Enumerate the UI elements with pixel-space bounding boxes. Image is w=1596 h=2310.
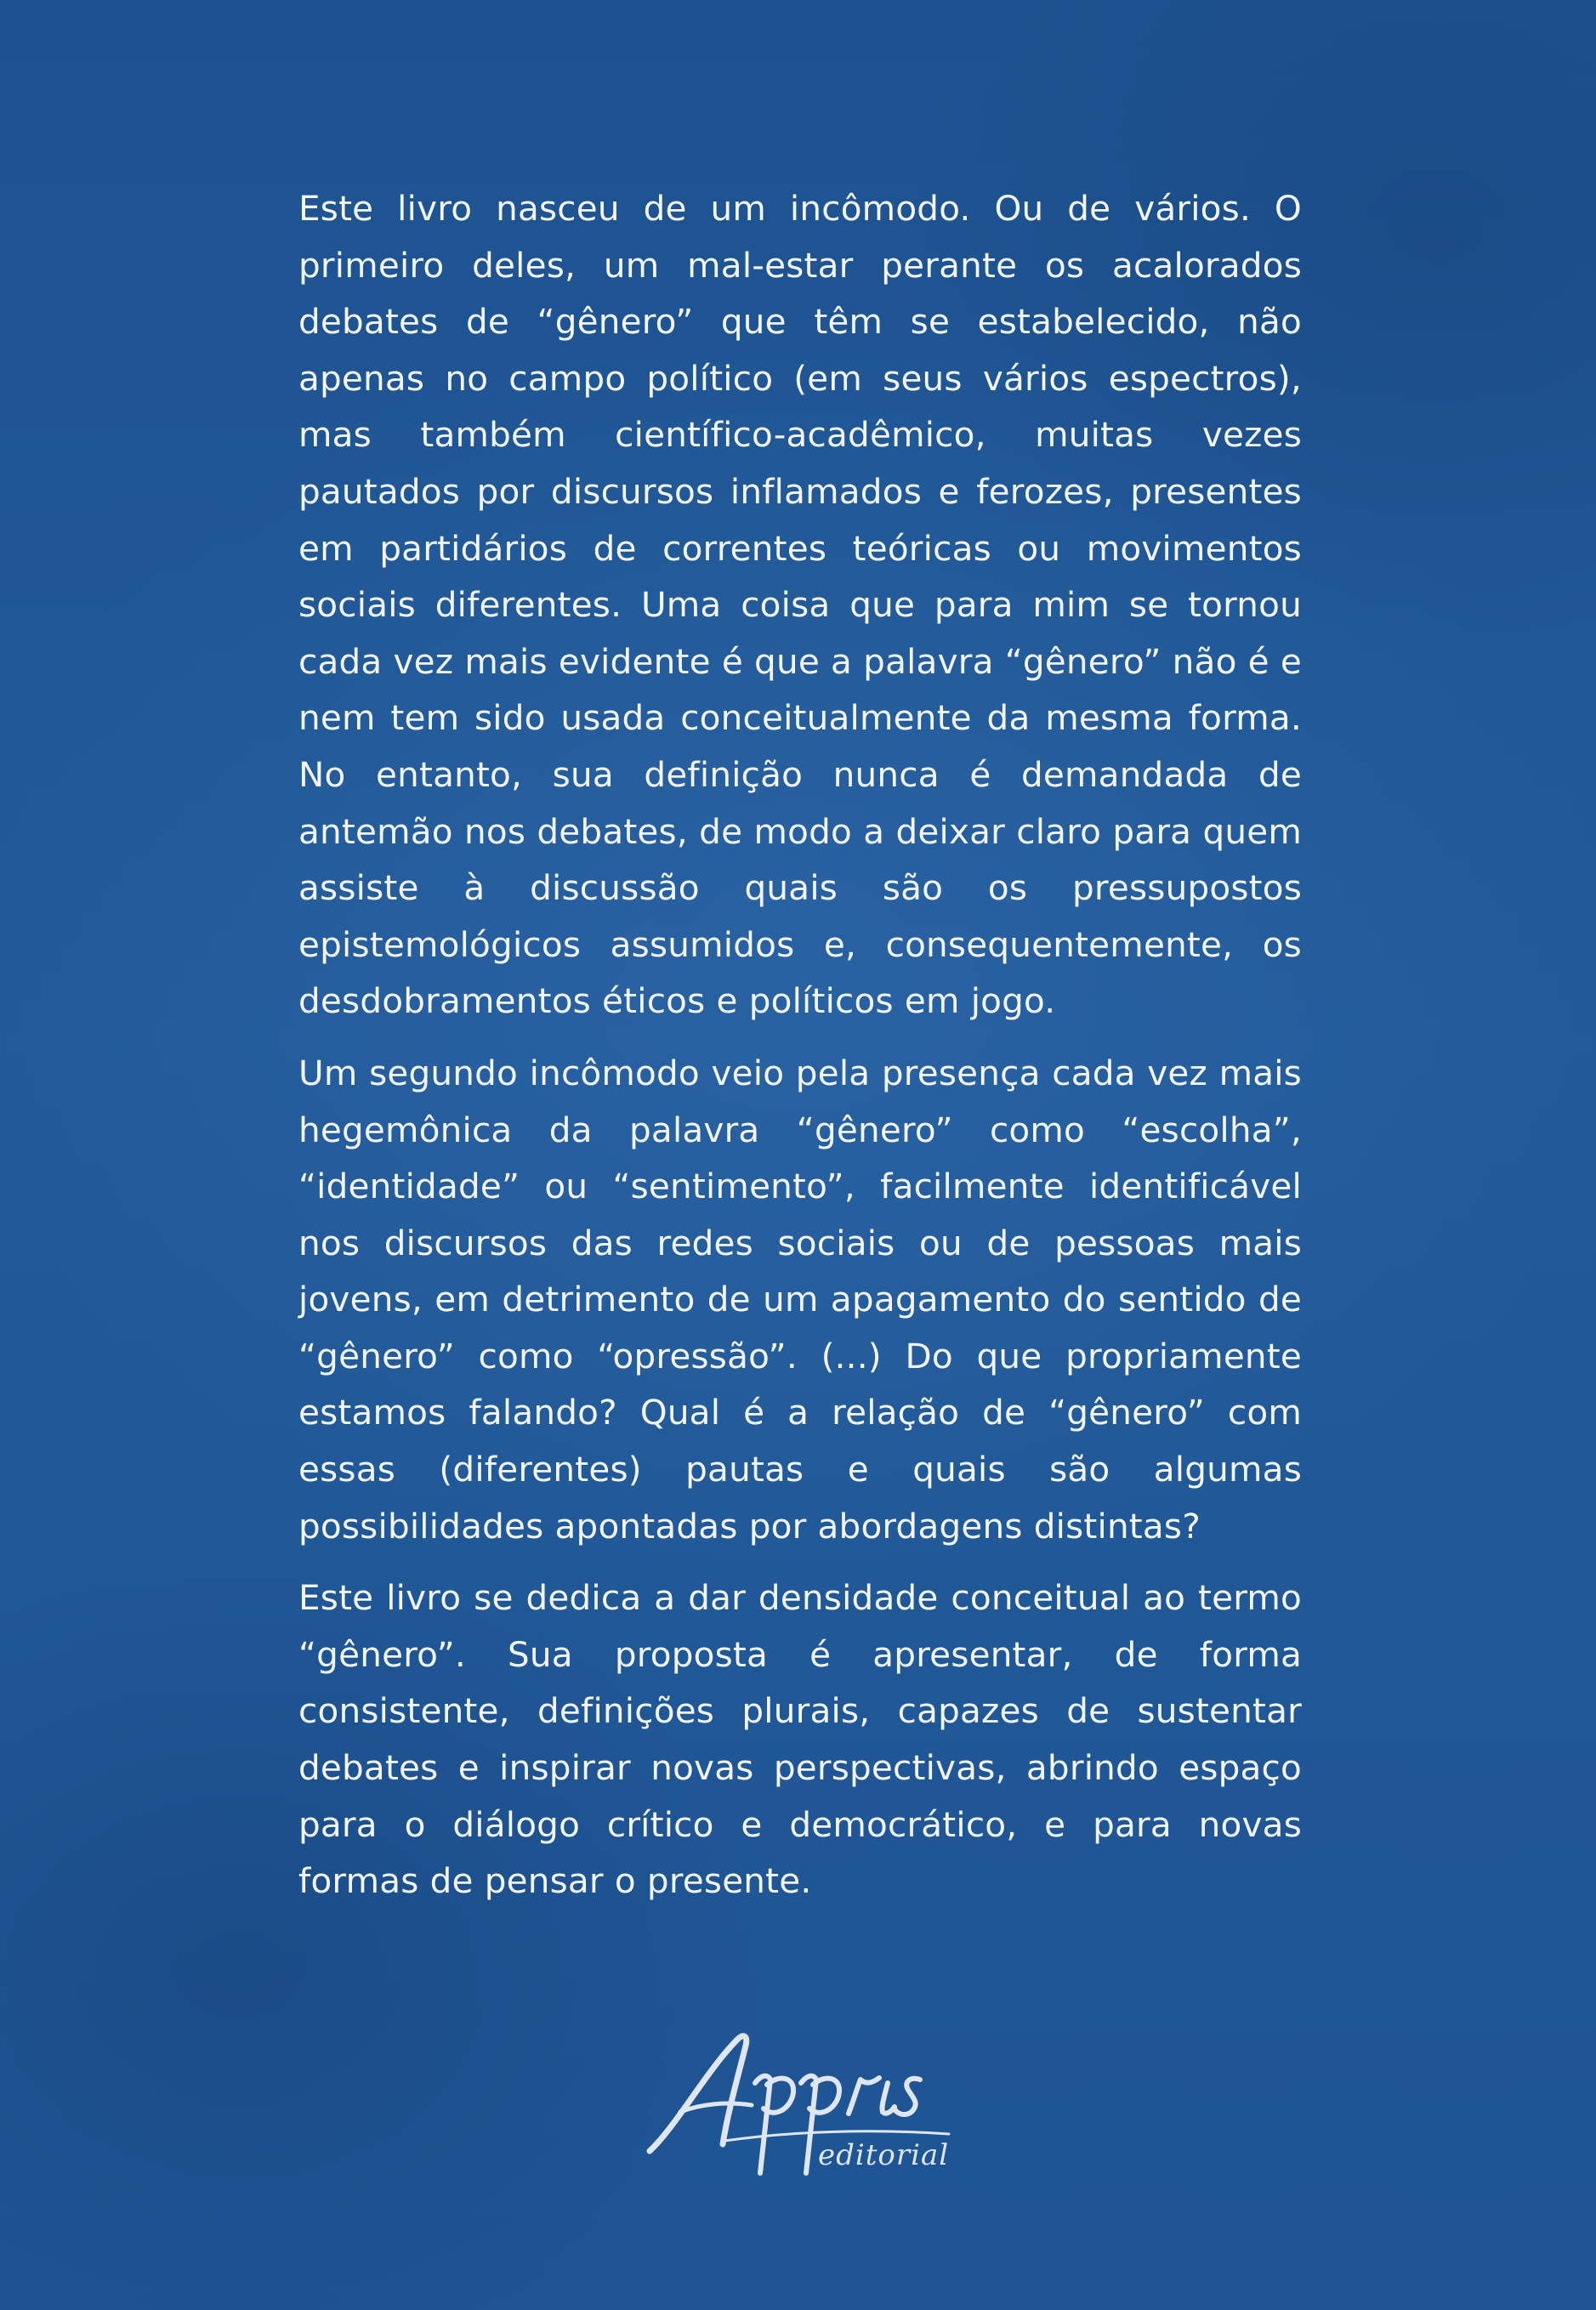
synopsis-paragraph-3: Este livro se dedica a dar densidade conceitual ao termo “gênero”. Sua proposta é apresentar, de forma consistente, definições plurais, capazes de sustentar debates e inspirar novas perspectivas, abrindo espaço para o diálogo crítico e democrático, e para novas formas de pensar o presente. (298, 1577, 1302, 1902)
synopsis-paragraph-1: Este livro nasceu de um incômodo. Ou de vários. O primeiro deles, um mal-estar perante os acalorados debates de “gênero” que têm se estabelecido, não apenas no campo político (em seus vários espectros), mas também científico-acadêmico, muitas vezes pautados por discursos inflamados e ferozes, presentes em partidários de correntes teóricas ou movimentos sociais diferentes. Uma coisa que para mim se tornou cada vez mais evidente é que a palavra “gênero” não é e nem tem sido usada conceitualmente da mesma forma. No entanto, sua definição nunca é demandada de antemão nos debates, de modo a deixar claro para quem assiste à discussão quais são os pressupostos epistemológicos assumidos e, consequentemente, os desdobramentos éticos e políticos em jogo. (298, 188, 1302, 1022)
appris-editorial-logo-icon (643, 2023, 957, 2177)
publisher-logo-subtitle: editorial (818, 2138, 950, 2172)
synopsis-text (298, 180, 1302, 1910)
synopsis-paragraph-2: Um segundo incômodo veio pela presença cada vez mais hegemônica da palavra “gênero” como “escolha”, “identidade” ou “sentimento”, facilmente identificável nos discursos das redes sociais ou de pessoas mais jovens, em detrimento de um apagamento do sentido de “gênero” como “opressão”. (...) Do que propriamente estamos falando? Qual é a relação de “gênero” com essas (diferentes) pautas e quais são algumas possibilidades apontadas por abordagens distintas? (298, 1052, 1302, 1547)
publisher-logo (643, 2023, 957, 2177)
